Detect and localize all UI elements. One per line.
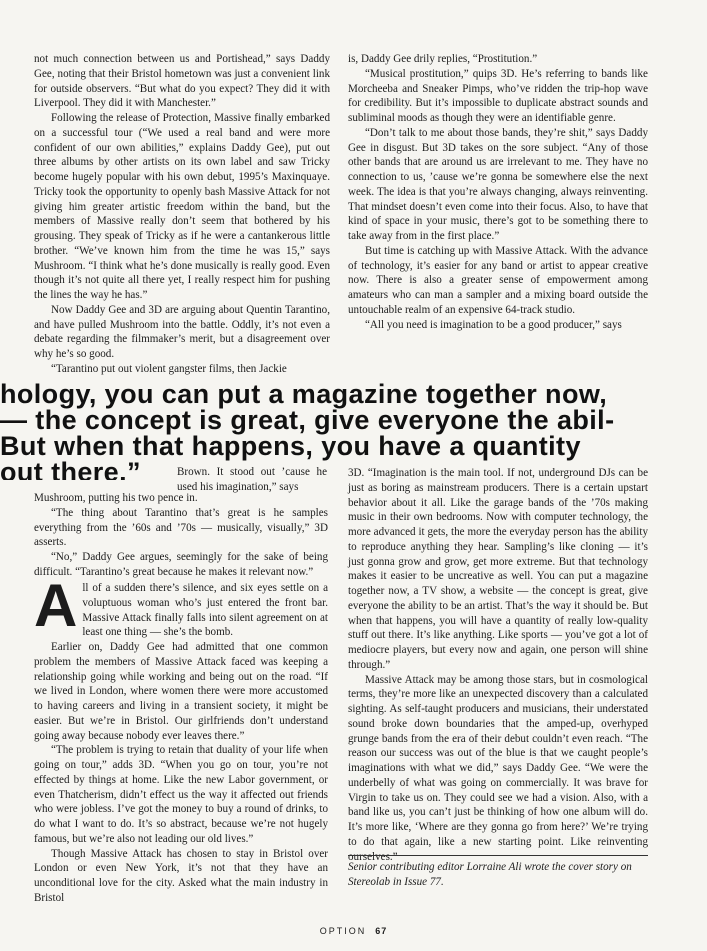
paragraph: “The thing about Tarantino that’s great is he samples everything from the ’60s and ’70s — musically, visually,” 3D asserts.	[34, 506, 328, 549]
pull-quote-line: hology, you can put a magazine together now,	[0, 380, 608, 409]
pull-quote	[0, 380, 707, 480]
column-middle-left	[34, 491, 328, 580]
pull-quote-line: But when that happens, you have a quantity	[0, 431, 581, 461]
paragraph: not much connection between us and Portishead,” says Daddy Gee, noting that their Bristol hometown was just a convenient link for outside observers. “But what do you expect? They did it with Liverpool. They did it with Manchester.”	[34, 53, 330, 110]
paragraph: Mushroom, putting his two pence in.	[34, 492, 198, 504]
paragraph: 3D. “Imagination is the main tool. If not, underground DJs can be just as boring as mainstream producers. There is a certain upstart behavior about it all. Like the garage bands of the ’70s making music in their own bedrooms. Now with computer technology, the more advanced it gets, the more the everyday person has the ability to reproduce anything they hear. Sampling’s like cloning — it’s just gonna grow and grow, get more extreme. But that technology makes it easier to be uncreative as well. You can put a magazine together now, a TV show, a website — the concept is great, give everyone the ability to be an artist. That’s the way it should be. But when that happens, you will have a quantity of really low-quality stuff out there. It’s like anything. Like sports — you’ve got a lot of mediocre players, but every now and again, one person will shine through.”	[348, 467, 648, 671]
column-bottom-right	[348, 466, 648, 864]
paragraph-text: ll of a sudden there’s silence, and six eyes settle on a voluptuous woman who’s just entered the front bar. Massive Attack finally falls into silent agreement on at least one thing — she’s the bomb.	[82, 582, 328, 639]
paragraph: “Tarantino put out violent gangster films, then Jackie	[51, 362, 287, 375]
text-beside-quote: Brown. It stood out ’cause he used his imagination,” says	[177, 466, 327, 493]
author-bio: Senior contributing editor Lorraine Ali wrote the cover story on Stereolab in Issue 77.	[348, 855, 648, 890]
paragraph: “All you need is imagination to be a good producer,” says	[365, 318, 622, 331]
paragraph: is, Daddy Gee drily replies, “Prostitution.”	[348, 53, 538, 65]
paragraph: “Musical prostitution,” quips 3D. He’s referring to bands like Morcheeba and Sneaker Pimps, who’ve ridden the trip-hop wave for credibility. But it’s impossible to duplicate abstract sounds and subliminal moods as though they were an identifiable genre.	[348, 67, 648, 124]
pull-quote-line: out there.”	[0, 457, 141, 480]
paragraph: Following the release of Protection, Massive finally embarked on a successful tour (“We used a real band and were more confident of our own abilities,” explains Daddy Gee), put out three albums by other artists on its own label and saw Tricky become hugely popular with his own debut, 1995’s Maxinquaye. Tricky took the opportunity to openly bash Massive Attack for not giving him greater artistic freedom within the band, but the members of Massive really don’t seem that bothered by his grousing. They speak of Tricky as if he were a cantankerous little brother. “We’ve known him from the time he was 15,” says Mushroom. “I think what he’s done musically is really good. Even though it’s not quite all there yet, I really respect him for pushing the lines the way he has.”	[34, 112, 330, 301]
pull-quote-line: — the concept is great, give everyone the abil-	[0, 405, 615, 435]
paragraph: “Don’t talk to me about those bands, they’re shit,” says Daddy Gee in disgust. But 3D takes on the sore subject. “Any of those other bands that are around us are irrelevant to me. They have no connection to us, ’cause we’re gonna be somewhere else the next week. The idea is that you’re always changing, always reinventing. That mindset doesn’t even come into their focus. Also, to have that kind of space in your music, there’s got to be something there to take away from in the first place.”	[348, 126, 648, 242]
paragraph: But time is catching up with Massive Attack. With the advance of technology, it’s easier for any band or artist to appear creative now. There is also a greater sense of empowerment among amateurs who can man a sampler and a mixing board outside the untouchable realm of an expensive 64-track studio.	[348, 244, 648, 316]
column-top-left	[34, 52, 330, 377]
column-top-right	[348, 52, 648, 332]
paragraph: “The problem is trying to retain that duality of your life when going on tour,” adds 3D. “When you go on tour, you’re not effected by things at home. Like the new Labor government, or even Thatcherism, didn’t effect us the way it affected out friends who were jobless. I’ve got the money to buy a round of drinks, to do what I want to do. It’s so abstract, because we’re not hugely famous, but we’re also not leading our old lives.”	[34, 744, 328, 845]
drop-cap: A	[34, 572, 78, 639]
paragraph-with-dropcap	[34, 572, 328, 640]
page-footer	[0, 926, 707, 936]
paragraph: Massive Attack may be among those stars, but in cosmological terms, they’re more like an unexpected discovery than a calculated sighting. As self-taught producers and musicians, their understated sound broke down boundaries that the amped-up, overhyped grunge bands from the era of their debut couldn’t even reach. “The reason our success was out of the blue is that we caught people’s imaginations with what we did,” says Daddy Gee. “We were the underbelly of what was going on commercially. It was brave for Virgin to take us on. They could see we had a vision. Also, with a band like us, you can’t just be thinking of how one album will do. It’s more like, ‘Where are they gonna go from here?’ We’re trying to do that again, like a new starting point. Like reinventing ourselves.”	[348, 673, 648, 863]
magazine-name: OPTION	[319, 926, 367, 936]
paragraph: Earlier on, Daddy Gee had admitted that one common problem the members of Massive Attack faced was keeping a relationship going while working and being out on the road. “If we lived in London, where women there were more accustomed to having careers and living in a transient society, it might be easier. But we’re in Bristol. Our girlfriends don’t understand going away because nobody ever leaves there.”	[34, 641, 328, 742]
column-bottom-left	[34, 572, 328, 906]
paragraph: Now Daddy Gee and 3D are arguing about Quentin Tarantino, and have pulled Mushroom into the battle. Oddly, it’s not even a debate regarding the filmmaker’s merit, but a disagreement over why he’s so good.	[34, 303, 330, 360]
paragraph: “No,” Daddy Gee argues, seemingly for the sake of being difficult. “Tarantino’s great because he makes it relevant now.”	[34, 551, 328, 578]
paragraph: Though Massive Attack has chosen to stay in Bristol over London or even New York, it’s not that they have an unconditional love for the city. Asked what the main industry in Bristol	[34, 847, 328, 904]
page-number: 67	[375, 926, 388, 936]
